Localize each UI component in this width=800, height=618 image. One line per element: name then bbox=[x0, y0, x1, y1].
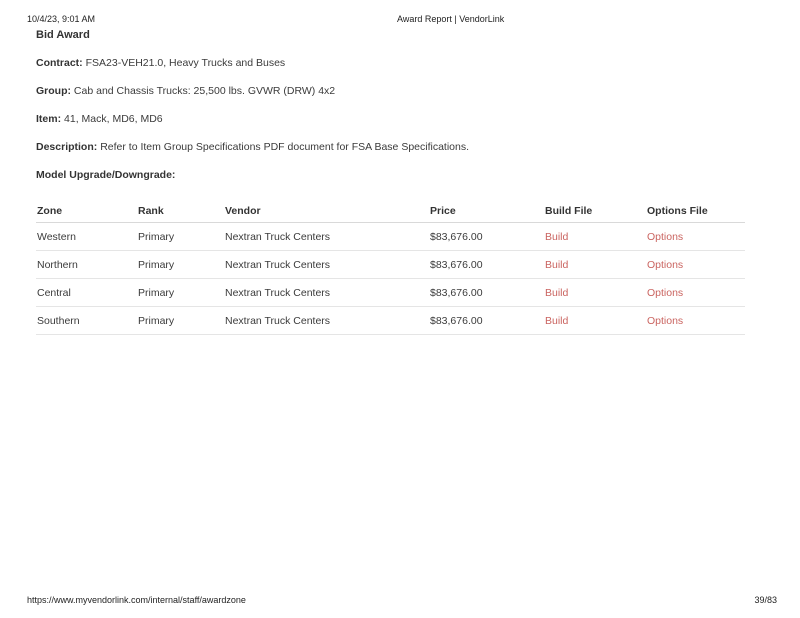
cell-zone: Southern bbox=[36, 307, 137, 335]
cell-options-file bbox=[646, 251, 745, 279]
column-header-options-file: Options File bbox=[646, 199, 745, 223]
table-row bbox=[36, 279, 745, 307]
award-table bbox=[36, 199, 745, 335]
table-row bbox=[36, 307, 745, 335]
field-group bbox=[36, 84, 335, 98]
section-heading-model-upgrade: Model Upgrade/Downgrade: bbox=[36, 169, 176, 181]
cell-zone: Central bbox=[36, 279, 137, 307]
print-footer-page-number: 39/83 bbox=[754, 595, 777, 605]
cell-zone: Western bbox=[36, 223, 137, 251]
cell-rank: Primary bbox=[137, 279, 224, 307]
table-row bbox=[36, 251, 745, 279]
cell-price: $83,676.00 bbox=[429, 279, 544, 307]
build-file-link[interactable]: Build bbox=[545, 286, 569, 299]
print-footer-url: https://www.myvendorlink.com/internal/staff/awardzone bbox=[27, 595, 246, 605]
cell-vendor: Nextran Truck Centers bbox=[224, 223, 429, 251]
column-header-price: Price bbox=[429, 199, 544, 223]
column-header-zone: Zone bbox=[36, 199, 137, 223]
options-file-link[interactable]: Options bbox=[647, 230, 684, 243]
cell-options-file bbox=[646, 279, 745, 307]
cell-build-file bbox=[544, 279, 646, 307]
cell-zone: Northern bbox=[36, 251, 137, 279]
cell-build-file bbox=[544, 251, 646, 279]
cell-build-file bbox=[544, 223, 646, 251]
options-file-link[interactable]: Options bbox=[647, 314, 684, 327]
cell-options-file bbox=[646, 223, 745, 251]
cell-options-file bbox=[646, 307, 745, 335]
table-row bbox=[36, 223, 745, 251]
options-file-link[interactable]: Options bbox=[647, 286, 684, 299]
field-group-value: Cab and Chassis Trucks: 25,500 lbs. GVWR (DRW) 4x2 bbox=[73, 85, 336, 97]
column-header-build-file: Build File bbox=[544, 199, 646, 223]
field-item-value: 41, Mack, MD6, MD6 bbox=[64, 113, 163, 125]
field-description bbox=[36, 140, 469, 154]
cell-build-file bbox=[544, 307, 646, 335]
cell-rank: Primary bbox=[137, 223, 224, 251]
field-contract bbox=[36, 56, 285, 70]
cell-price: $83,676.00 bbox=[429, 307, 544, 335]
field-contract-label: Contract: bbox=[36, 57, 83, 69]
cell-price: $83,676.00 bbox=[429, 251, 544, 279]
cell-vendor: Nextran Truck Centers bbox=[224, 251, 429, 279]
column-header-vendor: Vendor bbox=[224, 199, 429, 223]
options-file-link[interactable]: Options bbox=[647, 258, 684, 271]
cell-vendor: Nextran Truck Centers bbox=[224, 279, 429, 307]
field-description-label: Description: bbox=[36, 141, 98, 153]
field-group-label: Group: bbox=[36, 85, 71, 97]
cell-rank: Primary bbox=[137, 251, 224, 279]
award-table-container bbox=[36, 199, 745, 335]
column-header-rank: Rank bbox=[137, 199, 224, 223]
build-file-link[interactable]: Build bbox=[545, 258, 569, 271]
cell-rank: Primary bbox=[137, 307, 224, 335]
field-item bbox=[36, 112, 163, 126]
field-description-value: Refer to Item Group Specifications PDF document for FSA Base Specifications. bbox=[100, 141, 470, 153]
build-file-link[interactable]: Build bbox=[545, 230, 569, 243]
build-file-link[interactable]: Build bbox=[545, 314, 569, 327]
print-datetime: 10/4/23, 9:01 AM bbox=[27, 14, 96, 24]
table-header-row bbox=[36, 199, 745, 223]
cell-vendor: Nextran Truck Centers bbox=[224, 307, 429, 335]
print-document-title: Award Report | VendorLink bbox=[397, 14, 505, 24]
field-contract-value: FSA23-VEH21.0, Heavy Trucks and Buses bbox=[85, 57, 286, 69]
field-item-label: Item: bbox=[36, 113, 62, 125]
page-title: Bid Award bbox=[36, 29, 90, 41]
cell-price: $83,676.00 bbox=[429, 223, 544, 251]
